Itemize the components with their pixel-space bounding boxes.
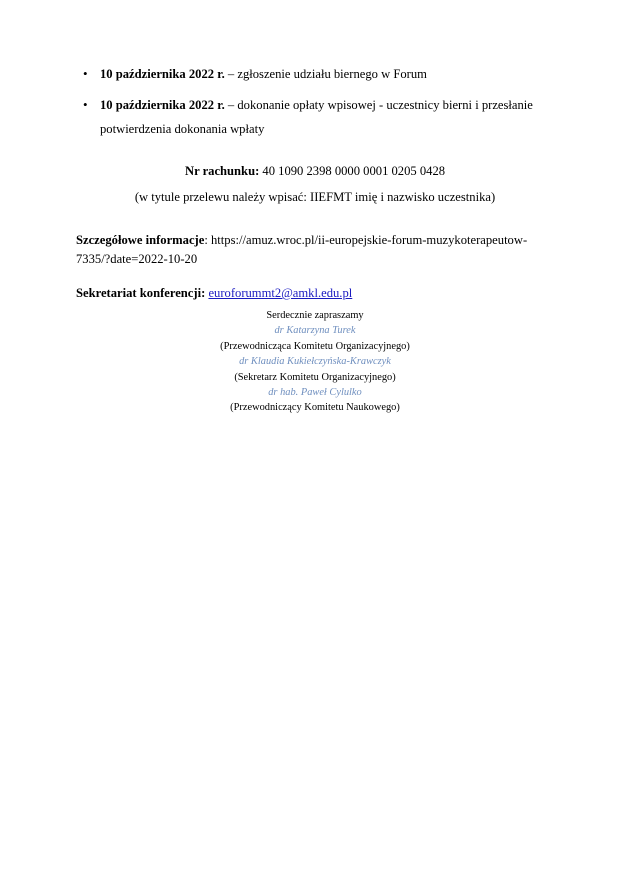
document-body — [76, 62, 554, 414]
secretariat-email-link[interactable]: euroforummt2@amkl.edu.pl — [208, 285, 353, 300]
transfer-title-note: (w tytule przelewu należy wpisać: IIEFMT imię i nazwisko uczestnika) — [134, 189, 496, 204]
list-item — [100, 93, 554, 142]
signature-role: (Przewodnicząca Komitetu Organizacyjnego) — [220, 340, 410, 352]
list-item — [100, 62, 554, 87]
details-url: https://amuz.wroc.pl/ii-europejskie-forum-muzykoterapeutow-7335/?date=2022-10-20 — [76, 233, 528, 266]
signature-name: dr Klaudia Kukiełczyńska-Krawczyk — [239, 356, 391, 368]
deadline-date: 10 października 2022 r. — [100, 97, 225, 112]
deadline-date: 10 października 2022 r. — [100, 67, 225, 81]
signature-role: (Sekretarz Komitetu Organizacyjnego) — [234, 371, 396, 383]
details-label: Szczegółowe informacje — [76, 233, 205, 248]
signature-block — [76, 308, 554, 416]
deadline-text: – zgłoszenie udziału biernego w Forum — [224, 67, 427, 81]
details-paragraph — [76, 231, 554, 268]
secretariat-paragraph — [76, 284, 554, 302]
deadline-list — [76, 62, 554, 142]
signature-greeting: Serdecznie zapraszamy — [266, 310, 364, 321]
account-number-line — [76, 160, 554, 184]
account-number: 40 1090 2398 0000 0001 0205 0428 — [262, 163, 446, 178]
signature-name: dr hab. Paweł Cylulko — [268, 386, 362, 398]
signature-name: dr Katarzyna Turek — [274, 325, 356, 337]
account-label: Nr rachunku: — [184, 163, 260, 178]
secretariat-label: Sekretariat konferencji: — [76, 285, 206, 300]
signature-role: (Przewodniczący Komitetu Naukowego) — [230, 402, 400, 414]
details-separator: : — [204, 233, 211, 248]
deadline-text: – dokonanie opłaty wpisowej - uczestnicy bierni i przesłanie potwierdzenia dokonania wpłaty — [100, 97, 533, 137]
